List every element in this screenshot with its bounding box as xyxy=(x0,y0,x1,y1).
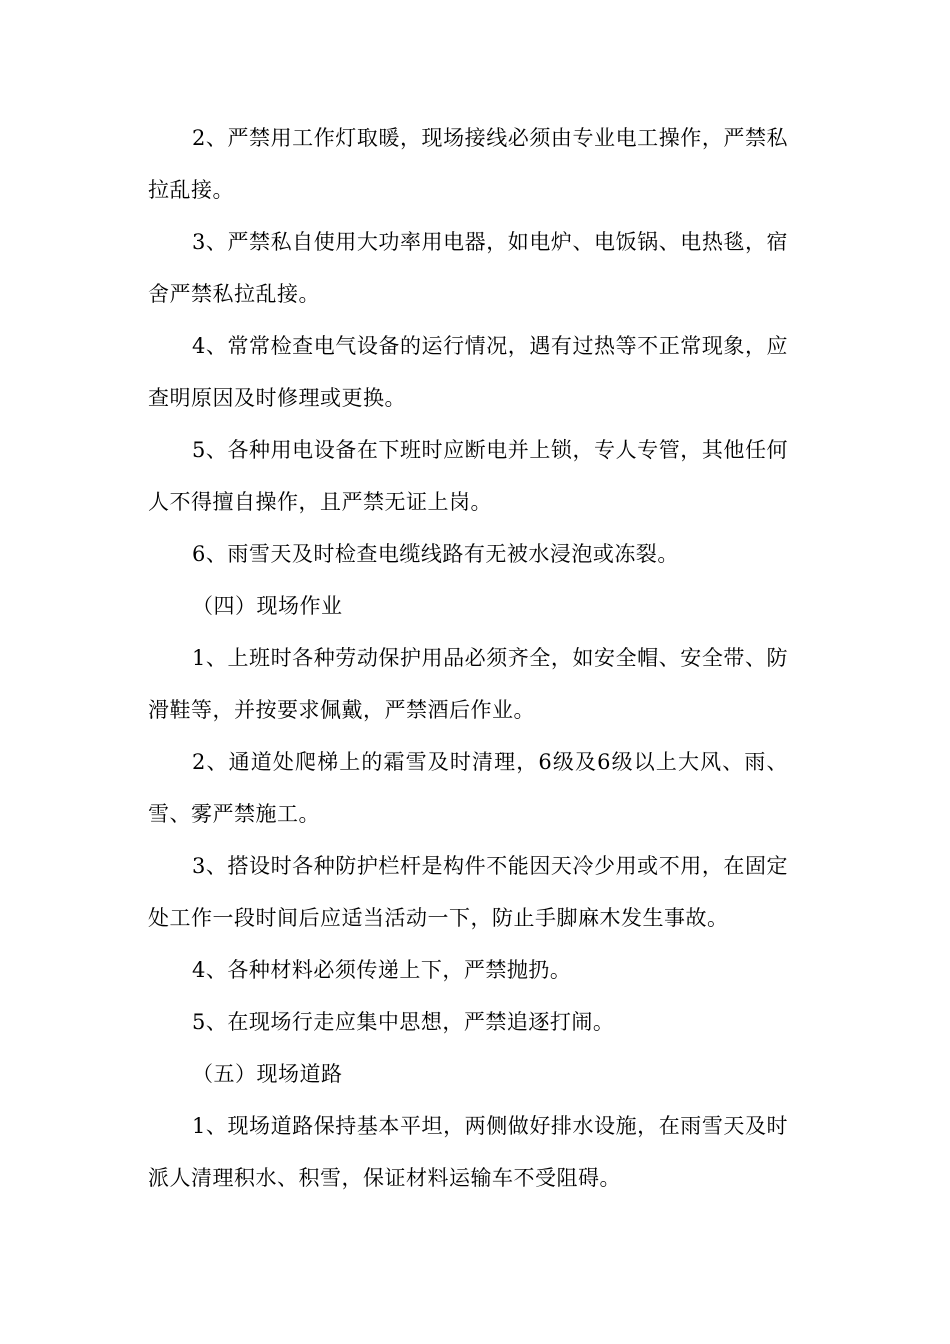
paragraph-site-work-4: 4、各种材料必须传递上下，严禁抛扔。 xyxy=(192,958,572,982)
paragraph-site-work-2: 2、通道处爬梯上的霜雪及时清理，6级及6级以上大风、雨、雪、雾严禁施工。 xyxy=(148,750,788,826)
paragraph-electrical-5: 5、各种用电设备在下班时应断电并上锁，专人专管，其他任何人不得擅自操作，且严禁无证上岗。 xyxy=(148,438,788,514)
paragraph-electrical-2: 2、严禁用工作灯取暖，现场接线必须由专业电工操作，严禁私拉乱接。 xyxy=(148,126,788,202)
section-heading-site-work: （四）现场作业 xyxy=(192,594,343,618)
paragraph-electrical-4: 4、常常检查电气设备的运行情况，遇有过热等不正常现象，应查明原因及时修理或更换。 xyxy=(148,334,788,410)
paragraph-electrical-3: 3、严禁私自使用大功率用电器，如电炉、电饭锅、电热毯，宿舍严禁私拉乱接。 xyxy=(148,230,788,306)
section-heading-site-roads: （五）现场道路 xyxy=(192,1062,343,1086)
paragraph-site-work-1: 1、上班时各种劳动保护用品必须齐全，如安全帽、安全带、防滑鞋等，并按要求佩戴，严禁酒后作业。 xyxy=(148,646,788,722)
paragraph-electrical-6: 6、雨雪天及时检查电缆线路有无被水浸泡或冻裂。 xyxy=(192,542,679,566)
paragraph-site-work-5: 5、在现场行走应集中思想，严禁追逐打闹。 xyxy=(192,1010,615,1034)
document-body xyxy=(148,112,788,1204)
paragraph-site-roads-1: 1、现场道路保持基本平坦，两侧做好排水设施，在雨雪天及时派人清理积水、积雪，保证材料运输车不受阻碍。 xyxy=(148,1114,788,1190)
paragraph-site-work-3: 3、搭设时各种防护栏杆是构件不能因天冷少用或不用，在固定处工作一段时间后应适当活动一下，防止手脚麻木发生事故。 xyxy=(148,854,788,930)
